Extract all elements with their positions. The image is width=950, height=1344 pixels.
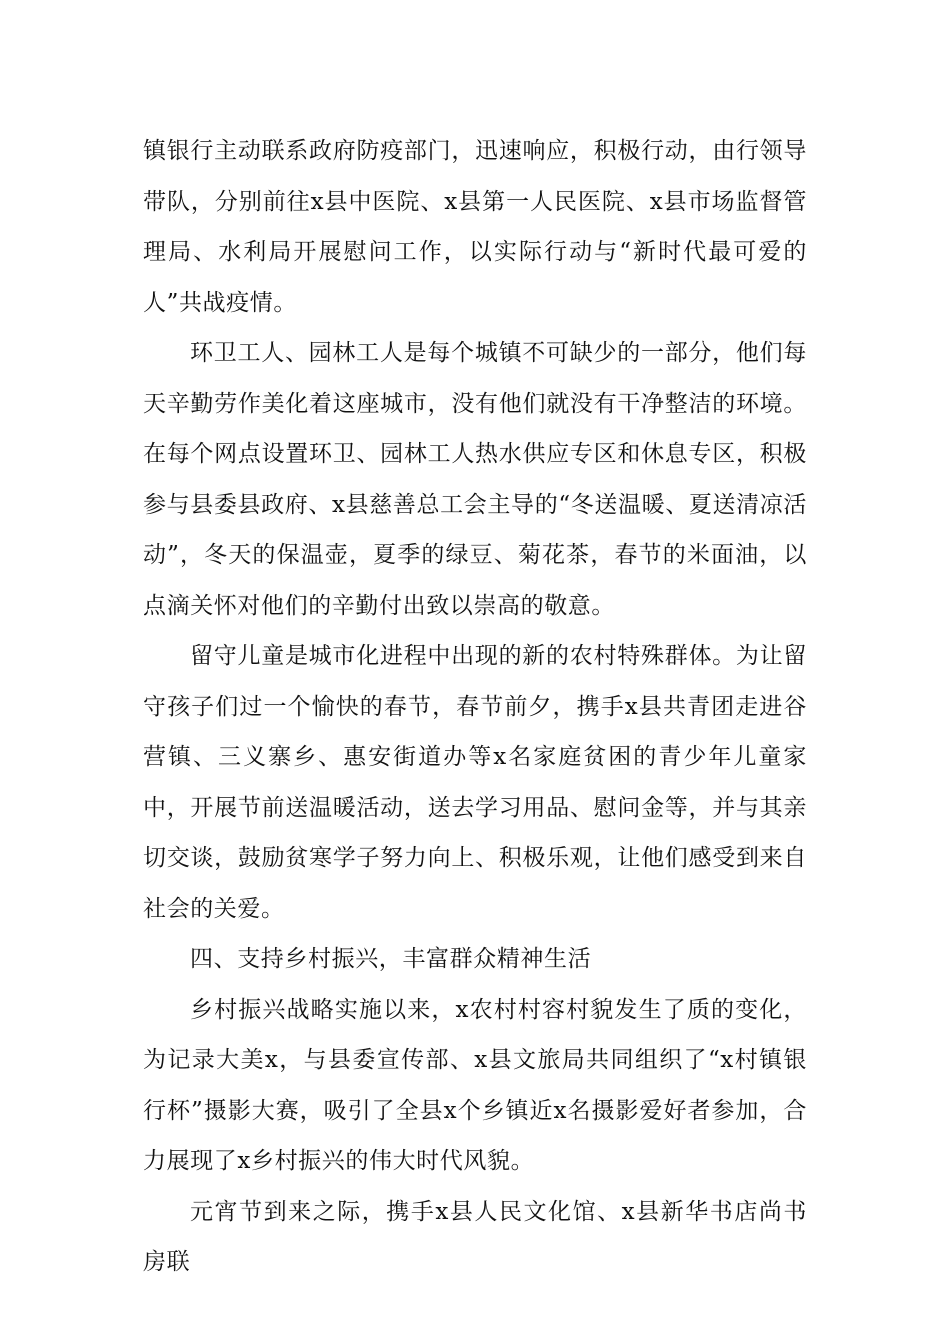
paragraph-left-behind-children: 留守儿童是城市化进程中出现的新的农村特殊群体。为让留守孩子们过一个愉快的春节，春节前夕，携手x县共青团走进谷营镇、三义寨乡、惠安街道办等x名家庭贫困的青少年儿童家中，开展节前送温暖活动，送去学习用品、慰问金等，并与其亲切交谈，鼓励贫寒学子努力向上、积极乐观，让他们感受到来自社会的关爱。 [143, 643, 807, 922]
section-heading: 四、支持乡村振兴，丰富群众精神生活 [190, 946, 592, 972]
paragraph-lantern-festival: 元宵节到来之际，携手x县人民文化馆、x县新华书店尚书房联 [143, 1198, 807, 1275]
paragraph-sanitation-workers: 环卫工人、园林工人是每个城镇不可缺少的一部分，他们每天辛勤劳作美化着这座城市，没有他们就没有干净整洁的环境。在每个网点设置环卫、园林工人热水供应专区和休息专区，积极参与县委县政府、x县慈善总工会主导的“冬送温暖、夏送清凉活动”，冬天的保温壶，夏季的绿豆、菊花茶，春节的米面油，以点滴关怀对他们的辛勤付出致以崇高的敬意。 [143, 340, 807, 619]
paragraph-continued: 镇银行主动联系政府防疫部门，迅速响应，积极行动，由行领导带队，分别前往x县中医院、x县第一人民医院、x县市场监督管理局、水利局开展慰问工作，以实际行动与“新时代最可爱的人”共战疫情。 [143, 138, 807, 316]
paragraph-rural-revitalization: 乡村振兴战略实施以来，x农村村容村貌发生了质的变化，为记录大美x，与县委宣传部、x县文旅局共同组织了“x村镇银行杯”摄影大赛，吸引了全县x个乡镇近x名摄影爱好者参加，合力展现了x乡村振兴的伟大时代风貌。 [143, 996, 807, 1174]
document-body [143, 126, 807, 1288]
